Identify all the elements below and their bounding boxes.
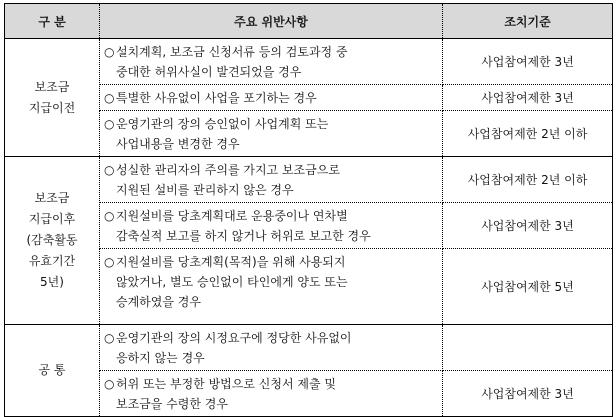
bullet-icon: ○ xyxy=(104,331,115,345)
category-line: (감축활동 xyxy=(26,233,78,247)
violation-text: 특별한 사유없이 사업을 포기하는 경우 xyxy=(116,91,317,105)
action-cell: 사업참여제한 3년 xyxy=(443,203,613,249)
violation-text: 사업내용을 변경한 경우 xyxy=(116,137,240,151)
violation-text: 지원된 설비를 관리하지 않은 경우 xyxy=(116,183,294,197)
category-line: 5년) xyxy=(40,275,64,289)
category-line: 보조금 xyxy=(34,79,70,94)
bullet-icon: ○ xyxy=(104,255,115,269)
action-cell: 사업참여제한 3년 xyxy=(443,85,613,111)
violation-cell xyxy=(100,325,443,371)
bullet-icon: ○ xyxy=(104,163,115,177)
violation-text: 운영기관의 장의 시정요구에 정당한 사유없이 xyxy=(116,331,352,345)
category-line: 보조금 xyxy=(34,191,70,205)
action-cell: 사업참여제한 5년 xyxy=(443,249,613,325)
violation-cell xyxy=(100,203,443,249)
violation-cell xyxy=(100,111,443,157)
bullet-icon: ○ xyxy=(104,45,115,59)
category-line: 유효기간 xyxy=(28,254,76,268)
category-line: 공 통 xyxy=(38,363,66,377)
bullet-icon: ○ xyxy=(104,209,115,223)
regulation-table-container xyxy=(4,3,612,411)
category-line: 지급이전 xyxy=(28,100,76,115)
violation-cell xyxy=(100,39,443,85)
violation-cell xyxy=(100,371,443,417)
violation-cell xyxy=(100,85,443,111)
action-cell: 사업참여제한 2년 이하 xyxy=(443,111,613,157)
action-cell: 사업참여제한 3년 xyxy=(443,371,613,417)
action-cell: 사업참여제한 2년 이하 xyxy=(443,157,613,203)
table-row xyxy=(5,325,613,371)
violation-text: 보조금을 수령한 경우 xyxy=(116,397,228,411)
header-violations: 주요 위반사항 xyxy=(100,4,443,39)
table-body xyxy=(5,39,613,417)
category-cell xyxy=(5,325,100,417)
violation-text: 감축실적 보고를 하지 않거나 허위로 보고한 경우 xyxy=(116,229,371,243)
bullet-icon: ○ xyxy=(104,377,115,391)
violation-text: 성실한 관리자의 주의를 가지고 보조금으로 xyxy=(116,163,340,177)
violation-cell xyxy=(100,249,443,325)
violation-text: 중대한 허위사실이 발견되었을 경우 xyxy=(116,65,302,79)
violation-text: 운영기관의 장의 승인없이 사업계획 또는 xyxy=(116,117,329,131)
violation-text: 않았거나, 별도 승인없이 타인에게 양도 또는 xyxy=(116,275,348,289)
violation-text: 승계하였을 경우 xyxy=(116,295,201,309)
category-cell xyxy=(5,157,100,325)
violation-text: 허위 또는 부정한 방법으로 신청서 제출 및 xyxy=(116,377,336,391)
violation-text: 설치계획, 보조금 신청서류 등의 검토과정 중 xyxy=(116,45,348,59)
category-line: 지급이후 xyxy=(28,212,76,226)
table-header-row xyxy=(5,4,613,39)
action-cell: 사업참여제한 3년 xyxy=(443,39,613,85)
bullet-icon: ○ xyxy=(104,91,115,105)
violation-standards-table xyxy=(4,3,613,417)
violation-text: 응하지 않는 경우 xyxy=(116,351,205,365)
table-row xyxy=(5,157,613,203)
header-category: 구 분 xyxy=(5,4,100,39)
violation-text: 지원설비를 당초계획대로 운용중이나 연차별 xyxy=(116,209,348,223)
category-cell xyxy=(5,39,100,157)
violation-text: 지원설비를 당초계획(목적)을 위해 사용되지 xyxy=(116,255,346,269)
table-row xyxy=(5,39,613,85)
header-action: 조치기준 xyxy=(443,4,613,39)
bullet-icon: ○ xyxy=(104,117,115,131)
violation-cell xyxy=(100,157,443,203)
action-cell xyxy=(443,325,613,371)
